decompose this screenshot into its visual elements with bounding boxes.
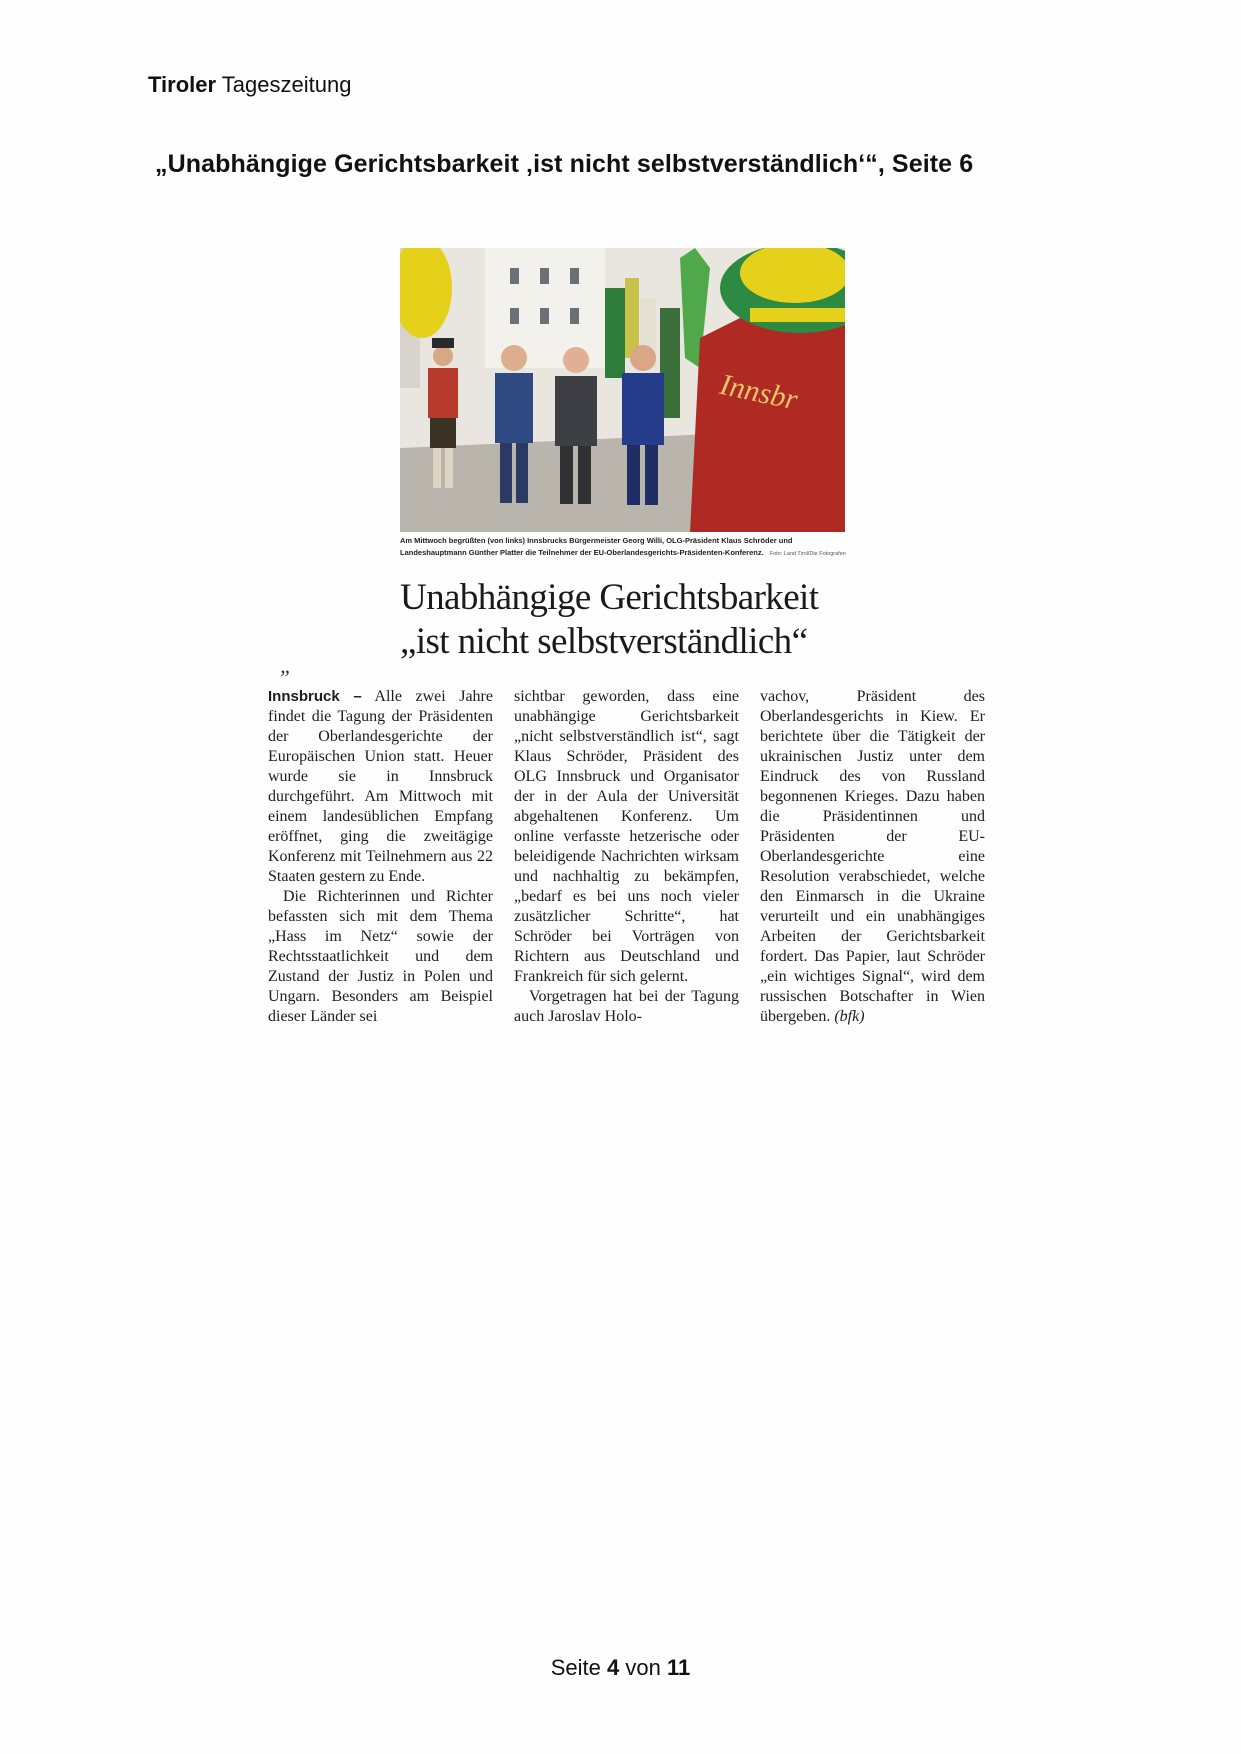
current-page: 4 [607,1655,620,1680]
paragraph: Die Richterinnen und Richter befassten sich mit dem Thema „Hass im Netz“ sowie der Rechtsstaatlichkeit und dem Zustand der Justiz in Polen und Ungarn. Besonders am Beispiel dieser Länder sei [268,888,493,1025]
page-prefix: Seite [550,1655,601,1680]
paragraph: sichtbar geworden, dass eine unabhängige Gerichtsbarkeit „nicht selbstverständlich ist“, sagt Klaus Schröder, Präsident des OLG Innsbruck und Organisator der in der Aula der Universität abgehaltenen Konferenz. Um online verfasste hetzerische oder beleidigende Nachrichten wirksam und nachhaltig zu bekämpfen, „bedarf es bei uns noch vieler zusätzlicher Schritte“, hat Schröder bei Vorträgen von Richtern aus Deutschland und Frankreich für sich gelernt. [514,688,739,985]
paragraph-text: Alle zwei Jahre findet die Tagung der Präsidenten der Oberlandesgerichte der Europäischen Union statt. Heuer wurde sie in Innsbruck durchgeführt. Am Mittwoch mit einem landesüblichen Empfang eröffnet, ging die zweitägige Konferenz mit Teilnehmern aus 22 Staaten gestern zu Ende. [268,688,493,885]
publication-name: Tageszeitung [221,72,352,97]
photo-illustration [400,248,845,532]
article-column-3 [760,687,985,1027]
brand-name: Tiroler [148,72,217,97]
article-column-1 [268,687,493,1027]
paragraph-text: vachov, Präsident des Oberlandesgerichts in Kiew. Er berichtete über die Tätigkeit der ukrainischen Justiz unter dem Eindruck des von Russland begonnenen Krieges. Dazu haben die Präsidentinnen und Präsidenten der EU-Oberlandesgerichte eine Resolution verabschiedet, welche den Einmarsch in die Ukraine verurteilt und ein unabhängiges Arbeiten der Gerichtsbarkeit fordert. Das Papier, laut Schröder „ein wichtiges Signal“, wird dem russischen Botschafter in Wien übergeben. [760,688,985,1025]
paragraph: Vorgetragen hat bei der Tagung auch Jaroslav Holo- [514,988,739,1025]
document-title: „Unabhängige Gerichtsbarkeit ‚ist nicht selbstverständlich‘“, Seite 6 [155,150,974,178]
source-header [148,72,351,98]
page-of: von [625,1655,661,1680]
page-footer [0,1655,1241,1681]
paragraph [268,687,493,887]
headline-line-2: „ist nicht selbstverständlich“ [400,621,808,662]
article-column-2 [514,687,739,1027]
total-pages: 11 [667,1655,691,1680]
headline-line-1: Unabhängige Gerichtsbarkeit [400,577,819,618]
article-photo [400,248,845,532]
caption-text: Am Mittwoch begrüßten (von links) Innsbrucks Bürgermeister Georg Willi, OLG-Präsident Klaus Schröder und Landeshauptmann Günther Platter die Teilnehmer der EU-Oberlandesgerichts-Präsidenten-Konferenz. [400,536,793,557]
banner-text: Innsbr [717,367,801,417]
dateline: Innsbruck – [268,688,362,705]
photo-credit: Foto: Land Tirol/Die Fotografen [769,551,846,557]
photo-caption [400,535,846,560]
paragraph [760,687,985,1027]
article-headline [400,576,860,664]
quote-mark: „ [280,653,293,678]
author-signature: (bfk) [834,1008,865,1025]
